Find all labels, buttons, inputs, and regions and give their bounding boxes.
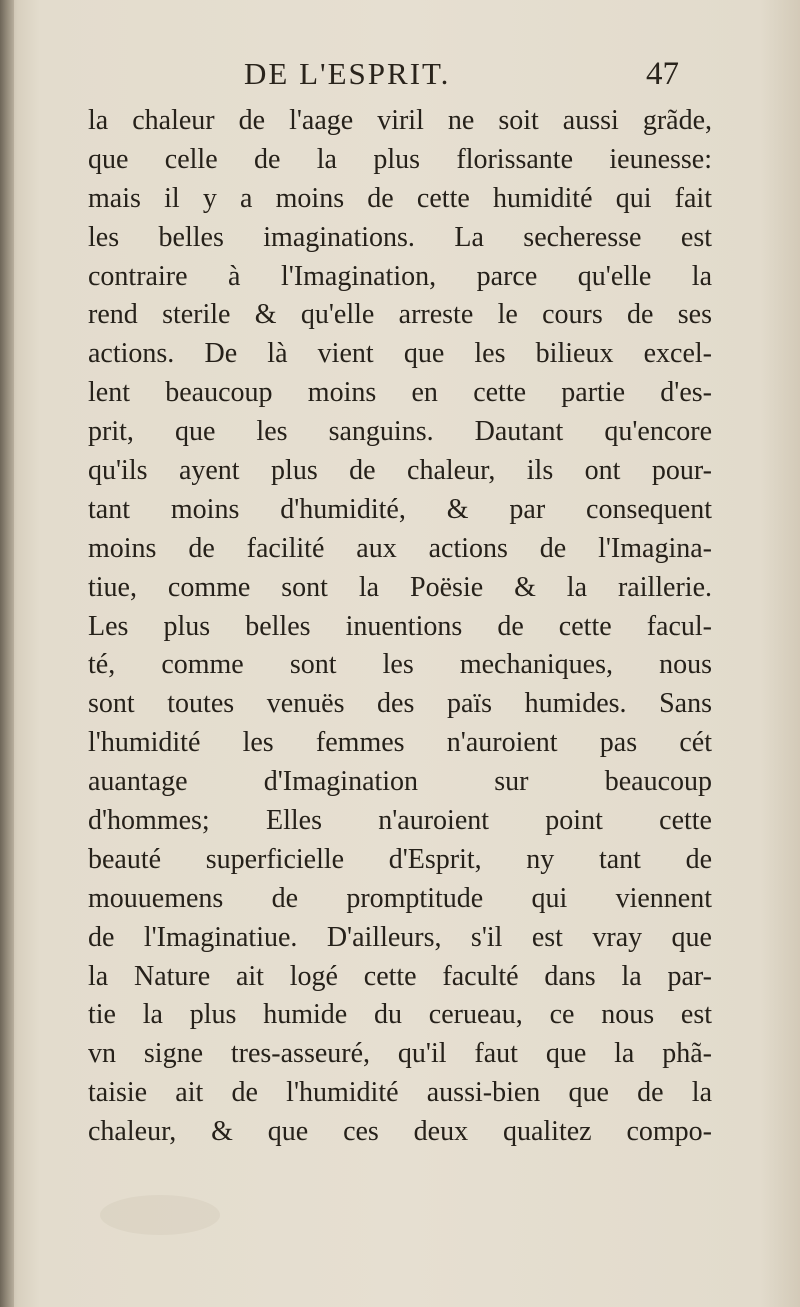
text-line: Les plus belles inuentions de cette facul- <box>88 610 712 642</box>
text-line: auantage d'Imagination sur beaucoup <box>88 766 712 798</box>
text-line: moins de facilité aux actions de l'Imagina- <box>88 532 712 564</box>
text-line: rend sterile & qu'elle arreste le cours de ses <box>88 299 712 331</box>
text-line: qu'ils ayent plus de chaleur, ils ont pour- <box>88 455 712 487</box>
text-line: l'humidité les femmes n'auroient pas cét <box>88 727 712 759</box>
text-line: sont toutes venuës des païs humides. Sans <box>88 688 712 720</box>
paper-stain <box>100 1195 220 1235</box>
page-binding-edge <box>0 0 14 1307</box>
text-line: mais il y a moins de cette humidité qui fait <box>88 182 712 214</box>
text-line: prit, que les sanguins. Dautant qu'encore <box>88 416 712 448</box>
text-line: vn signe tres-asseuré, qu'il faut que la phã- <box>88 1038 712 1070</box>
body-text <box>88 102 712 1152</box>
text-line: tant moins d'humidité, & par consequent <box>88 493 712 525</box>
text-line: lent beaucoup moins en cette partie d'es- <box>88 377 712 409</box>
text-line: d'hommes; Elles n'auroient point cette <box>88 805 712 837</box>
text-line: mouuemens de promptitude qui viennent <box>88 882 712 914</box>
text-line: tiue, comme sont la Poësie & la raillerie. <box>88 571 712 603</box>
text-line: tie la plus humide du cerueau, ce nous est <box>88 999 712 1031</box>
running-title: DE L'ESPRIT. <box>244 56 451 91</box>
text-line: taisie ait de l'humidité aussi-bien que de la <box>88 1077 712 1109</box>
text-line: actions. De là vient que les bilieux excel- <box>88 338 712 370</box>
page-number: 47 <box>646 56 679 92</box>
text-line: chaleur, & que ces deux qualitez compo- <box>88 1116 712 1148</box>
text-line: la Nature ait logé cette faculté dans la par- <box>88 960 712 992</box>
text-line: de l'Imaginatiue. D'ailleurs, s'il est vray que <box>88 921 712 953</box>
text-line: contraire à l'Imagination, parce qu'elle la <box>88 260 712 292</box>
page-header <box>0 52 800 96</box>
text-line: les belles imaginations. La secheresse est <box>88 221 712 253</box>
text-line: la chaleur de l'aage viril ne soit aussi grãde, <box>88 105 712 136</box>
text-line: que celle de la plus florissante ieunesse: <box>88 143 712 175</box>
text-line: beauté superficielle d'Esprit, ny tant de <box>88 843 712 875</box>
text-line: té, comme sont les mechaniques, nous <box>88 649 712 681</box>
